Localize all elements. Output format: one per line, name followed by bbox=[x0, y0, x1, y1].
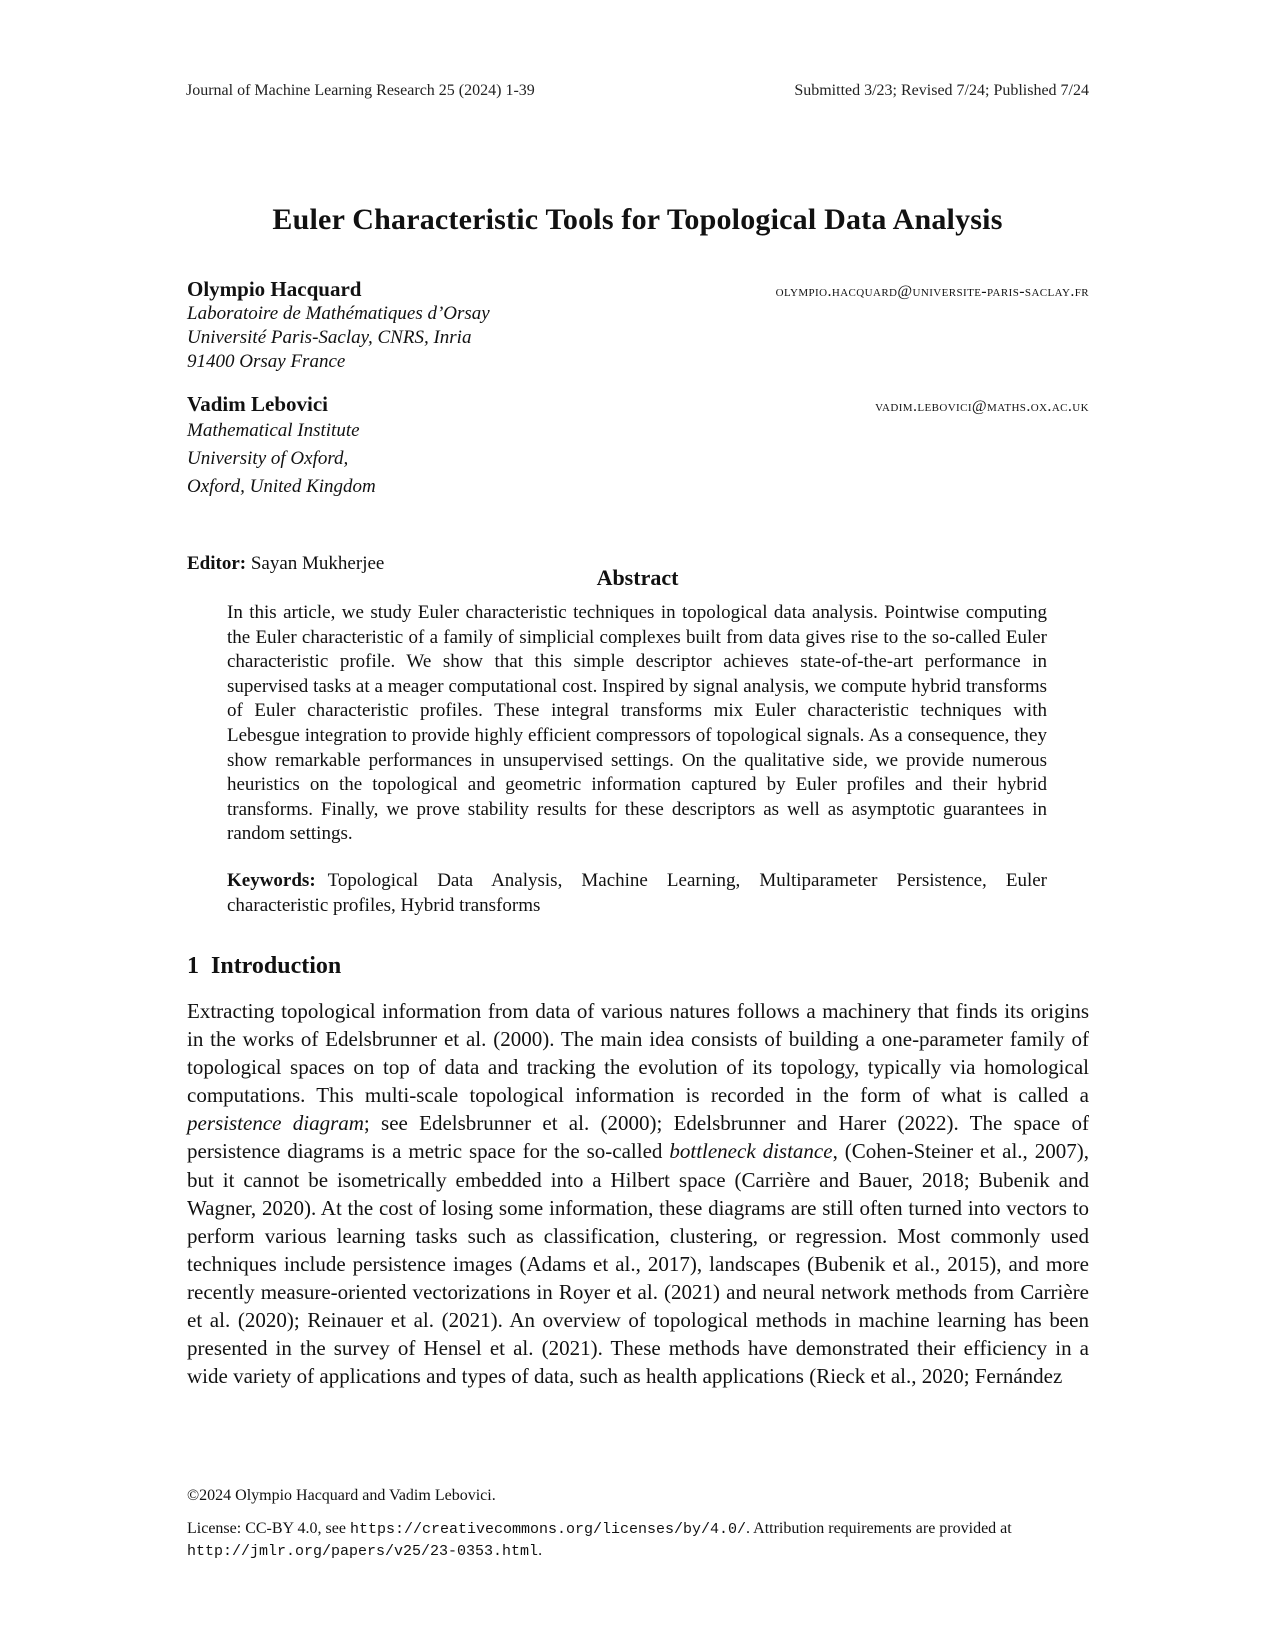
paragraph-text: ; see Edelsbrunner et al. (2000); Edelsbrunner and Harer (2022). The space of persistence diagrams is a metric space for the so-called bbox=[187, 1111, 1089, 1164]
author-affiliation-line: Laboratoire de Mathématiques d’Orsay bbox=[187, 303, 490, 324]
paper-title: Euler Characteristic Tools for Topological Data Analysis bbox=[272, 203, 1003, 236]
author-block bbox=[187, 392, 1089, 501]
keywords-list: Topological Data Analysis, Machine Learning, Multiparameter Persistence, Euler characteristic profiles, Hybrid transforms bbox=[227, 870, 1047, 916]
section-heading bbox=[187, 953, 341, 980]
introduction-paragraph bbox=[187, 997, 1089, 1390]
author-affiliation-line: University of Oxford, bbox=[187, 448, 349, 469]
journal-citation: Journal of Machine Learning Research 25 (2024) 1-39 bbox=[186, 82, 535, 99]
emphasized-term: persistence diagram bbox=[187, 1111, 364, 1136]
paragraph-text: Extracting topological information from data of various natures follows a machinery that finds its origins in the works of Edelsbrunner et al. (2000). The main idea consists of building a one-parameter family of topological spaces on top of data and tracking the evolution of its topology, typically via homological computations. This multi-scale topological information is recorded in the form of what is called a bbox=[187, 999, 1089, 1108]
attribution-link[interactable]: http://jmlr.org/papers/v25/23-0353.html bbox=[187, 1543, 539, 1560]
author-email: olympio.hacquard@universite-paris-saclay.fr bbox=[775, 283, 1089, 300]
author-block bbox=[187, 277, 1089, 374]
copyright-notice: ©2024 Olympio Hacquard and Vadim Lebovici. bbox=[187, 1487, 496, 1504]
running-head bbox=[186, 82, 1089, 100]
license-text: . Attribution requirements are provided at bbox=[746, 1520, 1012, 1537]
author-affiliation-line: Oxford, United Kingdom bbox=[187, 476, 376, 497]
author-name: Olympio Hacquard bbox=[187, 277, 362, 301]
footer-notes bbox=[187, 1487, 1089, 1562]
submission-dates: Submitted 3/23; Revised 7/24; Published 7/24 bbox=[794, 82, 1089, 99]
editor-name: Sayan Mukherjee bbox=[250, 553, 385, 574]
abstract-text: In this article, we study Euler characteristic techniques in topological data analysis. Pointwise computing the Euler characteristic of a family of simplicial complexes built from data gives rise to the so-called Euler characteristic profile. We show that this simple descriptor achieves state-of-the-art performance in supervised tasks at a meager computational cost. Inspired by signal analysis, we compute hybrid transforms of Euler characteristic profiles. These integral transforms mix Euler characteristic techniques with Lebesgue integration to provide highly efficient compressors of topological signals. As a consequence, they show remarkable performances in unsupervised settings. On the qualitative side, we provide numerous heuristics on the topological and geometric information captured by Euler profiles and their hybrid transforms. Finally, we prove stability results for these descriptors as well as asymptotic guarantees in random settings. bbox=[227, 602, 1047, 845]
author-affiliation-line: 91400 Orsay France bbox=[187, 351, 346, 372]
author-email: vadim.lebovici@maths.ox.ac.uk bbox=[875, 398, 1089, 415]
keywords bbox=[227, 869, 1047, 918]
license-text: License: CC-BY 4.0, see bbox=[187, 1520, 350, 1537]
author-affiliation-line: Mathematical Institute bbox=[187, 420, 360, 441]
emphasized-term: bottleneck distance bbox=[669, 1139, 833, 1164]
section-number: 1 bbox=[187, 953, 199, 979]
author-affiliation-line: Université Paris-Saclay, CNRS, Inria bbox=[187, 327, 472, 348]
license-text: . bbox=[538, 1542, 543, 1559]
editor-label: Editor: bbox=[187, 553, 247, 574]
license-link[interactable]: https://creativecommons.org/licenses/by/4.0/ bbox=[349, 1521, 747, 1538]
abstract-heading: Abstract bbox=[596, 565, 679, 590]
author-name: Vadim Lebovici bbox=[187, 392, 328, 416]
license-notice bbox=[187, 1518, 1089, 1562]
section-title: Introduction bbox=[211, 953, 342, 979]
paragraph-text: , (Cohen-Steiner et al., 2007), but it cannot be isometrically embedded into a Hilbert space (Carrière and Bauer, 2018; Bubenik and Wagner, 2020). At the cost of losing some information, these diagrams are still often turned into vectors to perform various learning tasks such as classification, clustering, or regression. Most commonly used techniques include persistence images (Adams et al., 2017), landscapes (Bubenik et al., 2015), and more recently measure-oriented vectorizations in Royer et al. (2021) and neural network methods from Carrière et al. (2020); Reinauer et al. (2021). An overview of topological methods in machine learning has been presented in the survey of Hensel et al. (2021). These methods have demonstrated their efficiency in a wide variety of applications and types of data, such as health applications (Rieck et al., 2020; Fernández bbox=[187, 1139, 1089, 1389]
keywords-label: Keywords: bbox=[227, 870, 316, 891]
